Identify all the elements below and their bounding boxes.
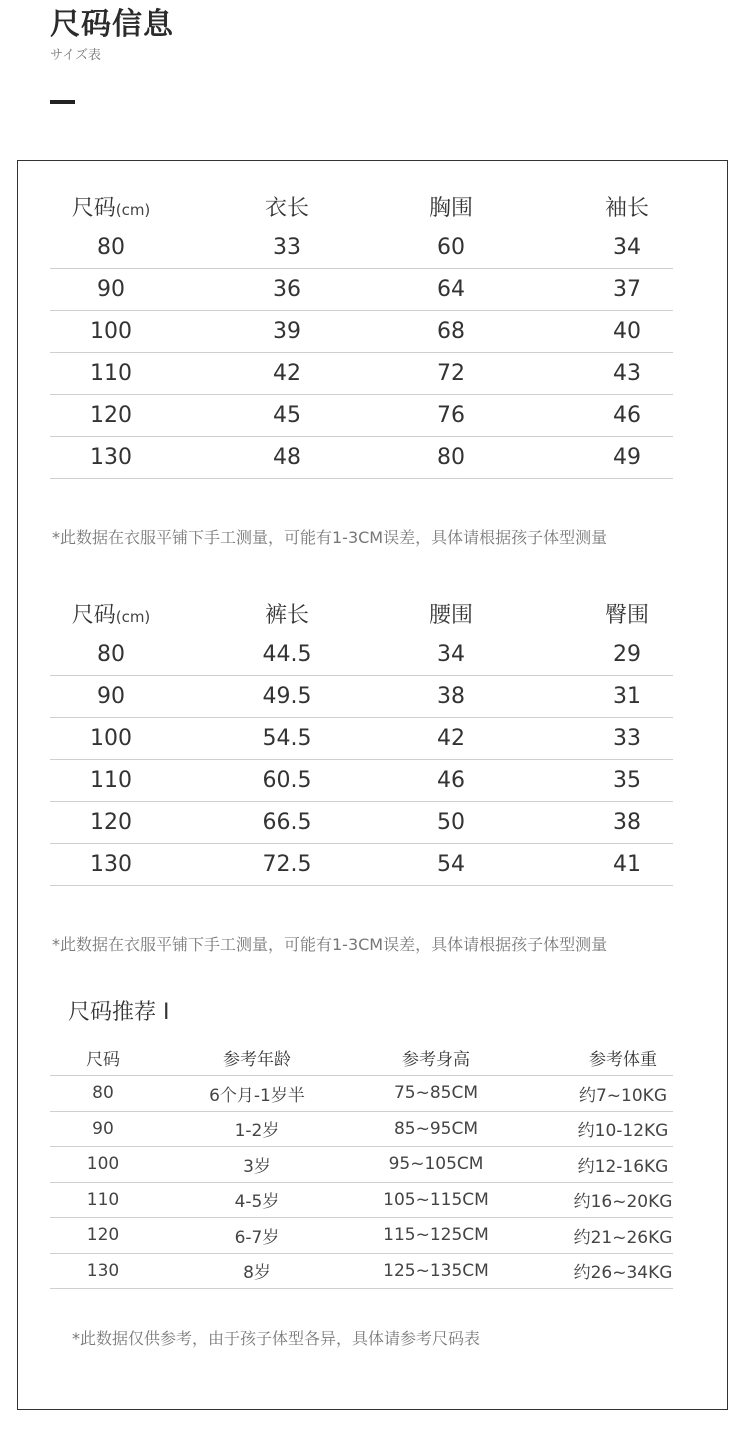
header-cell	[381, 598, 521, 629]
table-cell: 49.5	[262, 684, 312, 709]
table-cell: 100	[90, 319, 132, 344]
table-cell: 120	[90, 810, 132, 835]
header-cell	[217, 598, 357, 629]
pants-table-note: *此数据在衣服平铺下手工测量，可能有1-3CM误差，具体请根据孩子体型测量	[52, 935, 608, 954]
table-cell: 120	[90, 403, 132, 428]
recommend-row	[50, 1076, 673, 1112]
table-cell: 90	[97, 277, 125, 302]
recommend-cell: 125~135CM	[383, 1260, 489, 1281]
table-row	[50, 437, 673, 479]
recommend-cell: 110	[86, 1189, 120, 1210]
recommend-row	[50, 1254, 673, 1290]
header-cell	[41, 191, 181, 222]
recommend-header-cell: 参考身高	[402, 1050, 470, 1070]
recommend-cell: 120	[86, 1225, 120, 1246]
recommend-header-cell: 参考体重	[589, 1050, 657, 1070]
recommend-row	[50, 1218, 673, 1254]
recommend-row	[50, 1112, 673, 1148]
recommend-cell: 3岁	[243, 1156, 271, 1177]
header-cell	[557, 598, 697, 629]
recommend-cell: 85~95CM	[393, 1118, 479, 1139]
header-label: 腰围	[428, 602, 473, 628]
page-header	[50, 6, 174, 64]
title-dash-divider	[50, 100, 75, 104]
table-cell: 48	[273, 445, 301, 470]
recommend-title: 尺码推荐 I	[68, 1000, 170, 1025]
top-table-note: *此数据在衣服平铺下手工测量，可能有1-3CM误差，具体请根据孩子体型测量	[52, 528, 608, 547]
table-row	[50, 760, 673, 802]
table-cell: 60.5	[262, 768, 312, 793]
header-label: 袖长	[604, 195, 649, 221]
recommend-cell: 6个月-1岁半	[209, 1085, 305, 1106]
table-cell: 60	[437, 235, 465, 260]
table-cell: 100	[90, 726, 132, 751]
table-row	[50, 269, 673, 311]
header-cell	[41, 598, 181, 629]
recommend-table	[50, 1040, 673, 1289]
recommend-cell: 8岁	[243, 1263, 271, 1284]
table-cell: 43	[613, 361, 641, 386]
table-row	[50, 395, 673, 437]
table-header-row	[50, 185, 673, 227]
table-cell: 36	[273, 277, 301, 302]
recommend-header-cell: 参考年龄	[223, 1050, 291, 1070]
table-cell: 44.5	[262, 642, 312, 667]
table-cell: 34	[613, 235, 641, 260]
table-cell: 80	[97, 235, 125, 260]
recommend-cell: 6-7岁	[234, 1227, 280, 1248]
recommend-cell: 95~105CM	[388, 1154, 484, 1175]
recommend-note: *此数据仅供参考，由于孩子体型各异，具体请参考尺码表	[72, 1329, 481, 1348]
table-cell: 54	[437, 852, 465, 877]
table-cell: 64	[437, 277, 465, 302]
recommend-cell: 约7~10KG	[578, 1085, 667, 1106]
table-cell: 33	[273, 235, 301, 260]
header-label: 尺码	[71, 602, 116, 628]
table-row	[50, 802, 673, 844]
pants-size-table	[50, 592, 673, 886]
page-subtitle: サイズ表	[50, 48, 101, 63]
table-row	[50, 676, 673, 718]
table-row	[50, 718, 673, 760]
recommend-cell: 4-5岁	[234, 1192, 280, 1213]
header-cell	[381, 191, 521, 222]
header-cell	[557, 191, 697, 222]
table-cell: 80	[437, 445, 465, 470]
recommend-row	[50, 1147, 673, 1183]
table-cell: 72.5	[262, 852, 312, 877]
recommend-cell: 105~115CM	[383, 1189, 489, 1210]
table-cell: 90	[97, 684, 125, 709]
recommend-cell: 约12-16KG	[577, 1156, 669, 1177]
table-cell: 110	[90, 361, 132, 386]
table-cell: 46	[613, 403, 641, 428]
recommend-cell: 130	[86, 1260, 120, 1281]
table-cell: 37	[613, 277, 641, 302]
recommend-header-row	[50, 1040, 673, 1076]
unit-label: (cm)	[115, 200, 151, 219]
table-cell: 42	[273, 361, 301, 386]
header-cell	[217, 191, 357, 222]
table-cell: 45	[273, 403, 301, 428]
table-cell: 68	[437, 319, 465, 344]
recommend-cell: 80	[92, 1083, 114, 1104]
table-cell: 35	[613, 768, 641, 793]
table-cell: 130	[90, 852, 132, 877]
table-cell: 29	[613, 642, 641, 667]
header-label: 臀围	[604, 602, 649, 628]
table-cell: 34	[437, 642, 465, 667]
header-label: 尺码	[71, 195, 116, 221]
recommend-cell: 100	[86, 1154, 120, 1175]
table-cell: 31	[613, 684, 641, 709]
table-cell: 46	[437, 768, 465, 793]
table-row	[50, 844, 673, 886]
table-cell: 42	[437, 726, 465, 751]
page-title: 尺码信息	[50, 7, 174, 42]
table-cell: 50	[437, 810, 465, 835]
recommend-cell: 约10-12KG	[577, 1121, 669, 1142]
table-header-row	[50, 592, 673, 634]
top-size-table	[50, 185, 673, 479]
table-cell: 39	[273, 319, 301, 344]
table-cell: 76	[437, 403, 465, 428]
recommend-cell: 约26~34KG	[573, 1263, 673, 1284]
recommend-row	[50, 1183, 673, 1219]
recommend-cell: 约21~26KG	[573, 1227, 673, 1248]
table-cell: 41	[613, 852, 641, 877]
recommend-cell: 1-2岁	[234, 1121, 280, 1142]
recommend-cell: 约16~20KG	[573, 1192, 673, 1213]
header-label: 衣长	[264, 195, 309, 221]
recommend-cell: 115~125CM	[383, 1225, 489, 1246]
table-cell: 40	[613, 319, 641, 344]
table-row	[50, 227, 673, 269]
table-cell: 110	[90, 768, 132, 793]
table-cell: 33	[613, 726, 641, 751]
table-cell: 66.5	[262, 810, 312, 835]
table-row	[50, 634, 673, 676]
header-label: 裤长	[264, 602, 309, 628]
table-cell: 38	[437, 684, 465, 709]
table-row	[50, 353, 673, 395]
table-cell: 49	[613, 445, 641, 470]
table-cell: 80	[97, 642, 125, 667]
table-row	[50, 311, 673, 353]
unit-label: (cm)	[115, 607, 151, 626]
table-cell: 72	[437, 361, 465, 386]
recommend-cell: 90	[92, 1118, 114, 1139]
recommend-cell: 75~85CM	[393, 1083, 479, 1104]
header-label: 胸围	[428, 195, 473, 221]
recommend-header-cell: 尺码	[86, 1050, 120, 1070]
table-cell: 38	[613, 810, 641, 835]
table-cell: 130	[90, 445, 132, 470]
table-cell: 54.5	[262, 726, 312, 751]
